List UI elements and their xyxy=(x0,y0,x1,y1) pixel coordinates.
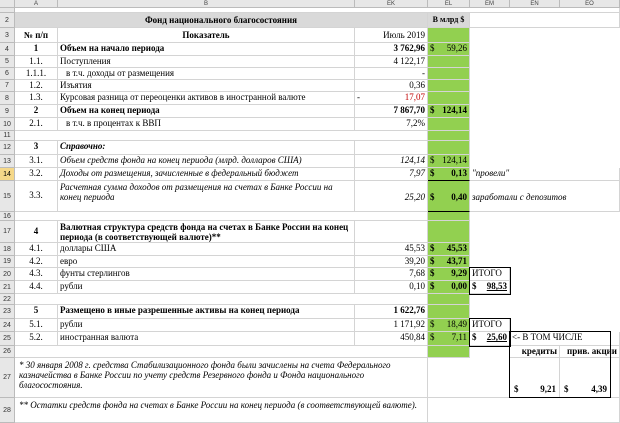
column-header-en[interactable]: EN xyxy=(510,0,560,8)
dollar-sign: $ xyxy=(514,384,519,394)
column-header-el[interactable]: EL xyxy=(428,0,470,8)
dollar-sign: $ xyxy=(430,243,435,253)
value-cell[interactable]: 7,97 xyxy=(355,168,428,181)
value-cell[interactable]: 7,68 xyxy=(355,268,428,281)
green-cell[interactable] xyxy=(428,346,470,358)
column-header-eo[interactable]: EO xyxy=(560,0,620,8)
note-cell[interactable]: "провели" xyxy=(470,168,620,181)
num-header[interactable]: № п/п xyxy=(15,28,58,43)
indicator-name[interactable]: доллары США xyxy=(58,243,355,256)
usd-cell[interactable] xyxy=(428,332,470,346)
row-header[interactable]: 10 xyxy=(0,118,15,131)
row-num[interactable]: 3.3. xyxy=(15,181,58,212)
column-header-ek[interactable]: EK xyxy=(355,0,428,8)
row-num[interactable]: 5 xyxy=(15,305,58,319)
row-header[interactable]: 4 xyxy=(0,43,15,56)
indicator-header[interactable]: Показатель xyxy=(58,28,355,43)
column-header-b[interactable]: B xyxy=(58,0,355,8)
green-cell[interactable] xyxy=(428,80,470,92)
indicator-name[interactable]: в т.ч. доходы от размещения xyxy=(58,68,355,80)
indicator-name[interactable]: рубли xyxy=(58,281,355,294)
row-num[interactable]: 2 xyxy=(15,105,58,118)
row-num[interactable]: 4.3. xyxy=(15,268,58,281)
row-num[interactable]: 1.1.1. xyxy=(15,68,58,80)
empty-cell[interactable] xyxy=(428,398,620,423)
usd-value: 124,14 xyxy=(442,155,467,165)
dollar-sign: $ xyxy=(430,192,435,202)
row-num[interactable]: 4 xyxy=(15,221,58,243)
row-header[interactable]: 7 xyxy=(0,80,15,92)
indicator-name[interactable]: Объем на конец периода xyxy=(58,105,355,118)
row-num[interactable]: 5.1. xyxy=(15,319,58,332)
row-num[interactable]: 1.3. xyxy=(15,92,58,105)
value-cell[interactable]: 45,53 xyxy=(355,243,428,256)
row-num[interactable]: 3 xyxy=(15,141,58,155)
value-cell[interactable]: 1 171,92 xyxy=(355,319,428,332)
indicator-name[interactable]: Изъятия xyxy=(58,80,355,92)
dollar-sign: $ xyxy=(430,43,435,53)
empty-cell[interactable] xyxy=(355,141,428,155)
row-header[interactable]: 25 xyxy=(0,332,15,346)
row-header[interactable]: 8 xyxy=(0,92,15,105)
empty-row[interactable] xyxy=(15,212,428,221)
preferred-shares-label[interactable]: прив. акции xyxy=(560,346,620,358)
value-cell[interactable]: 1 622,76 xyxy=(355,305,428,319)
indicator-name[interactable]: Валютная структура средств фонда на счетах в Банке России на конец периода (в соответствующей валюте)** xyxy=(58,221,355,243)
row-num[interactable]: 4.2. xyxy=(15,256,58,268)
indicator-name[interactable]: Объем средств фонда на конец периода (млрд. долларов США) xyxy=(58,155,355,168)
credits-value-cell[interactable] xyxy=(510,358,560,398)
value-cell[interactable]: 4 122,17 xyxy=(355,56,428,68)
dollar-sign: $ xyxy=(430,332,435,342)
row-num[interactable]: 1.2. xyxy=(15,80,58,92)
empty-row[interactable] xyxy=(15,346,428,358)
value-cell[interactable]: 7,2% xyxy=(355,118,428,131)
usd-value: 7,11 xyxy=(451,332,467,342)
green-cell[interactable] xyxy=(428,294,470,305)
note-cell[interactable]: заработали с депозитов xyxy=(470,181,620,212)
green-cell[interactable] xyxy=(428,212,470,221)
usd-value: 18,49 xyxy=(446,319,467,329)
row-header[interactable]: 11 xyxy=(0,131,15,141)
row-header[interactable]: 20 xyxy=(0,268,15,281)
indicator-name[interactable]: Объем на начало периода xyxy=(58,43,355,56)
usd-cell[interactable] xyxy=(428,43,470,56)
row-header[interactable]: 22 xyxy=(0,294,15,305)
row-header[interactable]: 9 xyxy=(0,105,15,118)
row-header[interactable]: 15 xyxy=(0,181,15,212)
usd-cell[interactable] xyxy=(428,319,470,332)
indicator-name[interactable]: Доходы от размещения, зачисленные в федеральный бюджет xyxy=(58,168,355,181)
indicator-name[interactable]: иностранная валюта xyxy=(58,332,355,346)
green-cell[interactable] xyxy=(428,28,470,43)
indicator-name[interactable]: Размещено в иные разрешенные активы на конец периода xyxy=(58,305,355,319)
minus-sign: - xyxy=(357,92,360,102)
total-label[interactable]: ИТОГО xyxy=(470,319,510,332)
select-all-corner[interactable] xyxy=(0,0,15,8)
row-num[interactable]: 1.1. xyxy=(15,56,58,68)
credits-value: 9,21 xyxy=(540,384,556,394)
credits-label[interactable]: кредиты xyxy=(510,346,560,358)
breakdown-label[interactable]: <- В ТОМ ЧИСЛЕ xyxy=(510,332,620,346)
dollar-sign: $ xyxy=(430,319,435,329)
green-cell[interactable] xyxy=(428,56,470,68)
column-header-a[interactable]: A xyxy=(15,0,58,8)
row-header[interactable]: 13 xyxy=(0,155,15,168)
row-header[interactable]: 5 xyxy=(0,56,15,68)
green-cell[interactable] xyxy=(428,118,470,131)
dollar-sign: $ xyxy=(564,384,569,394)
row-header[interactable]: 23 xyxy=(0,305,15,319)
value-cell[interactable]: 39,20 xyxy=(355,256,428,268)
value-cell[interactable]: 0,36 xyxy=(355,80,428,92)
indicator-name[interactable]: Поступления xyxy=(58,56,355,68)
empty-row[interactable] xyxy=(15,131,428,141)
green-cell[interactable] xyxy=(428,131,470,141)
section-label[interactable]: Справочно: xyxy=(58,141,355,155)
usd-cell[interactable] xyxy=(428,256,470,268)
usd-cell[interactable] xyxy=(428,155,470,168)
green-cell[interactable] xyxy=(428,68,470,80)
dollar-sign: $ xyxy=(430,168,435,178)
usd-cell[interactable] xyxy=(428,105,470,118)
value-cell[interactable]: 124,14 xyxy=(355,155,428,168)
value-cell[interactable]: 25,20 xyxy=(355,181,428,212)
dollar-sign: $ xyxy=(430,268,435,278)
usd-cell[interactable] xyxy=(428,181,470,212)
row-header[interactable]: 17 xyxy=(0,221,15,243)
value-cell[interactable] xyxy=(355,92,428,105)
green-cell[interactable] xyxy=(428,221,470,243)
row-num[interactable]: 2.1. xyxy=(15,118,58,131)
dollar-sign: $ xyxy=(472,332,477,342)
row-header[interactable]: 18 xyxy=(0,243,15,256)
indicator-name[interactable]: в т.ч. в процентах к ВВП xyxy=(58,118,355,131)
value-cell[interactable]: 0,10 xyxy=(355,281,428,294)
negative-value: 17,07 xyxy=(404,92,425,102)
shares-value-cell[interactable] xyxy=(560,358,620,398)
usd-value: 0,13 xyxy=(451,168,467,178)
row-header[interactable]: 24 xyxy=(0,319,15,332)
empty-cell[interactable] xyxy=(470,13,620,28)
row-header[interactable]: 16 xyxy=(0,212,15,221)
green-cell[interactable] xyxy=(428,141,470,155)
empty-cell[interactable] xyxy=(355,221,428,243)
value-cell[interactable]: - xyxy=(355,68,428,80)
date-header[interactable]: Июль 2019 xyxy=(355,28,428,43)
row-header-selected[interactable]: 14 xyxy=(0,168,15,181)
value-cell[interactable]: 3 762,96 xyxy=(355,43,428,56)
shares-value: 4,39 xyxy=(591,384,607,394)
dollar-sign: $ xyxy=(430,256,435,266)
value-cell[interactable]: 450,84 xyxy=(355,332,428,346)
total-value-cell[interactable] xyxy=(470,332,510,346)
dollar-sign: $ xyxy=(430,105,435,115)
usd-cell[interactable] xyxy=(428,243,470,256)
row-header[interactable]: 19 xyxy=(0,256,15,268)
row-header[interactable]: 26 xyxy=(0,346,15,358)
usd-value: 0,40 xyxy=(451,192,467,202)
usd-value: 45,53 xyxy=(446,243,467,253)
usd-value: 9,29 xyxy=(451,268,467,278)
dollar-sign: $ xyxy=(430,281,435,291)
row-num[interactable]: 4.4. xyxy=(15,281,58,294)
empty-cell[interactable] xyxy=(428,358,510,398)
row-num[interactable]: 5.2. xyxy=(15,332,58,346)
row-header[interactable]: 3 xyxy=(0,28,15,43)
column-header-em[interactable]: EM xyxy=(470,0,510,8)
row-num[interactable]: 3.2. xyxy=(15,168,58,181)
row-header[interactable]: 21 xyxy=(0,281,15,294)
usd-value: 59,26 xyxy=(446,43,467,53)
currency-header[interactable]: В млрд $ xyxy=(428,13,470,28)
row-header[interactable]: 6 xyxy=(0,68,15,80)
usd-value: 43,71 xyxy=(446,256,467,266)
row-header[interactable]: 2 xyxy=(0,13,15,28)
usd-value: 0,00 xyxy=(451,281,467,291)
indicator-name[interactable]: рубли xyxy=(58,319,355,332)
total-value: 25,60 xyxy=(486,332,507,342)
usd-value: 124,14 xyxy=(442,105,467,115)
usd-cell[interactable] xyxy=(428,281,470,294)
total-value: 98,53 xyxy=(486,281,507,291)
usd-cell[interactable] xyxy=(428,168,470,181)
row-header[interactable]: 12 xyxy=(0,141,15,155)
row-header[interactable]: 27 xyxy=(0,358,15,398)
dollar-sign: $ xyxy=(472,281,477,291)
empty-row[interactable] xyxy=(15,294,428,305)
indicator-name[interactable]: Курсовая разница от переоценки активов в иностранной валюте xyxy=(58,92,355,105)
indicator-name[interactable]: евро xyxy=(58,256,355,268)
row-header[interactable]: 28 xyxy=(0,398,15,423)
usd-cell[interactable] xyxy=(428,268,470,281)
footnote-2[interactable]: ** Остатки средств фонда на счетах в Банке России на конец периода (в соответствующей валюте). xyxy=(15,398,428,423)
indicator-name[interactable]: фунты стерлингов xyxy=(58,268,355,281)
row-num[interactable]: 1 xyxy=(15,43,58,56)
indicator-name[interactable]: Расчетная сумма доходов от размещения на счетах в Банке России на конец периода xyxy=(58,181,355,212)
total-label[interactable]: ИТОГО xyxy=(470,268,510,281)
dollar-sign: $ xyxy=(430,155,435,165)
green-cell[interactable] xyxy=(428,305,470,319)
row-num[interactable]: 4.1. xyxy=(15,243,58,256)
total-value-cell[interactable] xyxy=(470,281,510,294)
footnote-1[interactable]: * 30 января 2008 г. средства Стабилизационного фонда были зачислены на счета Федерального казначейства в Банке России по учету средств Резервного фонда и Фонда национального благосостояния. xyxy=(15,358,428,398)
value-cell[interactable]: 7 867,70 xyxy=(355,105,428,118)
green-cell[interactable] xyxy=(428,92,470,105)
row-num[interactable]: 3.1. xyxy=(15,155,58,168)
table-title[interactable]: Фонд национального благосостояния xyxy=(15,13,428,28)
